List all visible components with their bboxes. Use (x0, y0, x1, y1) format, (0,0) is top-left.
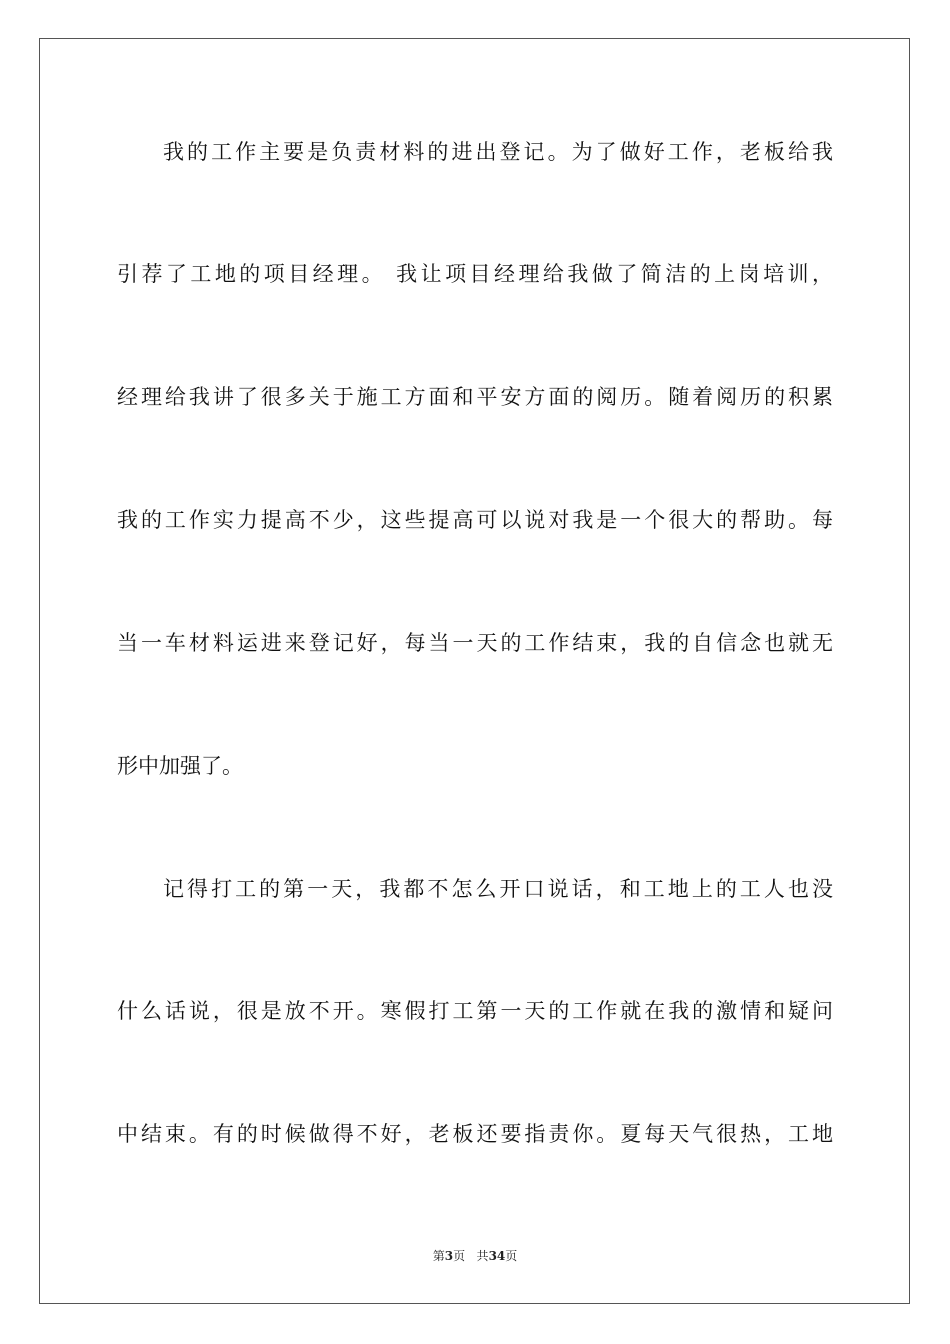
page-number: 3 (444, 1249, 454, 1263)
paragraph-1-line-4: 我的工作实力提高不少，这些提高可以说对我是一个很大的帮助。每 (117, 508, 833, 532)
paragraph-1-line-6: 形中加强了。 (117, 754, 243, 778)
page-footer (0, 1248, 950, 1264)
page-prefix: 第 (432, 1249, 445, 1263)
total-pages: 34 (488, 1249, 506, 1263)
paragraph-1-line-5: 当一车材料运进来登记好，每当一天的工作结束，我的自信念也就无 (117, 631, 833, 655)
paragraph-2-line-2: 什么话说，很是放不开。寒假打工第一天的工作就在我的激情和疑问 (117, 999, 833, 1023)
paragraph-2-line-1: 记得打工的第一天，我都不怎么开口说话，和工地上的工人也没 (163, 877, 833, 901)
page-border (39, 38, 910, 1304)
paragraph-1-line-1: 我的工作主要是负责材料的进出登记。为了做好工作，老板给我 (163, 140, 833, 164)
paragraph-1-line-3: 经理给我讲了很多关于施工方面和平安方面的阅历。随着阅历的积累 (117, 385, 833, 409)
total-suffix: 页 (505, 1249, 518, 1263)
total-prefix: 共 (476, 1249, 489, 1263)
paragraph-1-line-2: 引荐了工地的项目经理。 我让项目经理给我做了简洁的上岗培训， (117, 262, 833, 286)
paragraph-2-line-3: 中结束。有的时候做得不好，老板还要指责你。夏每天气很热，工地 (117, 1122, 833, 1146)
page-suffix: 页 (453, 1249, 466, 1263)
